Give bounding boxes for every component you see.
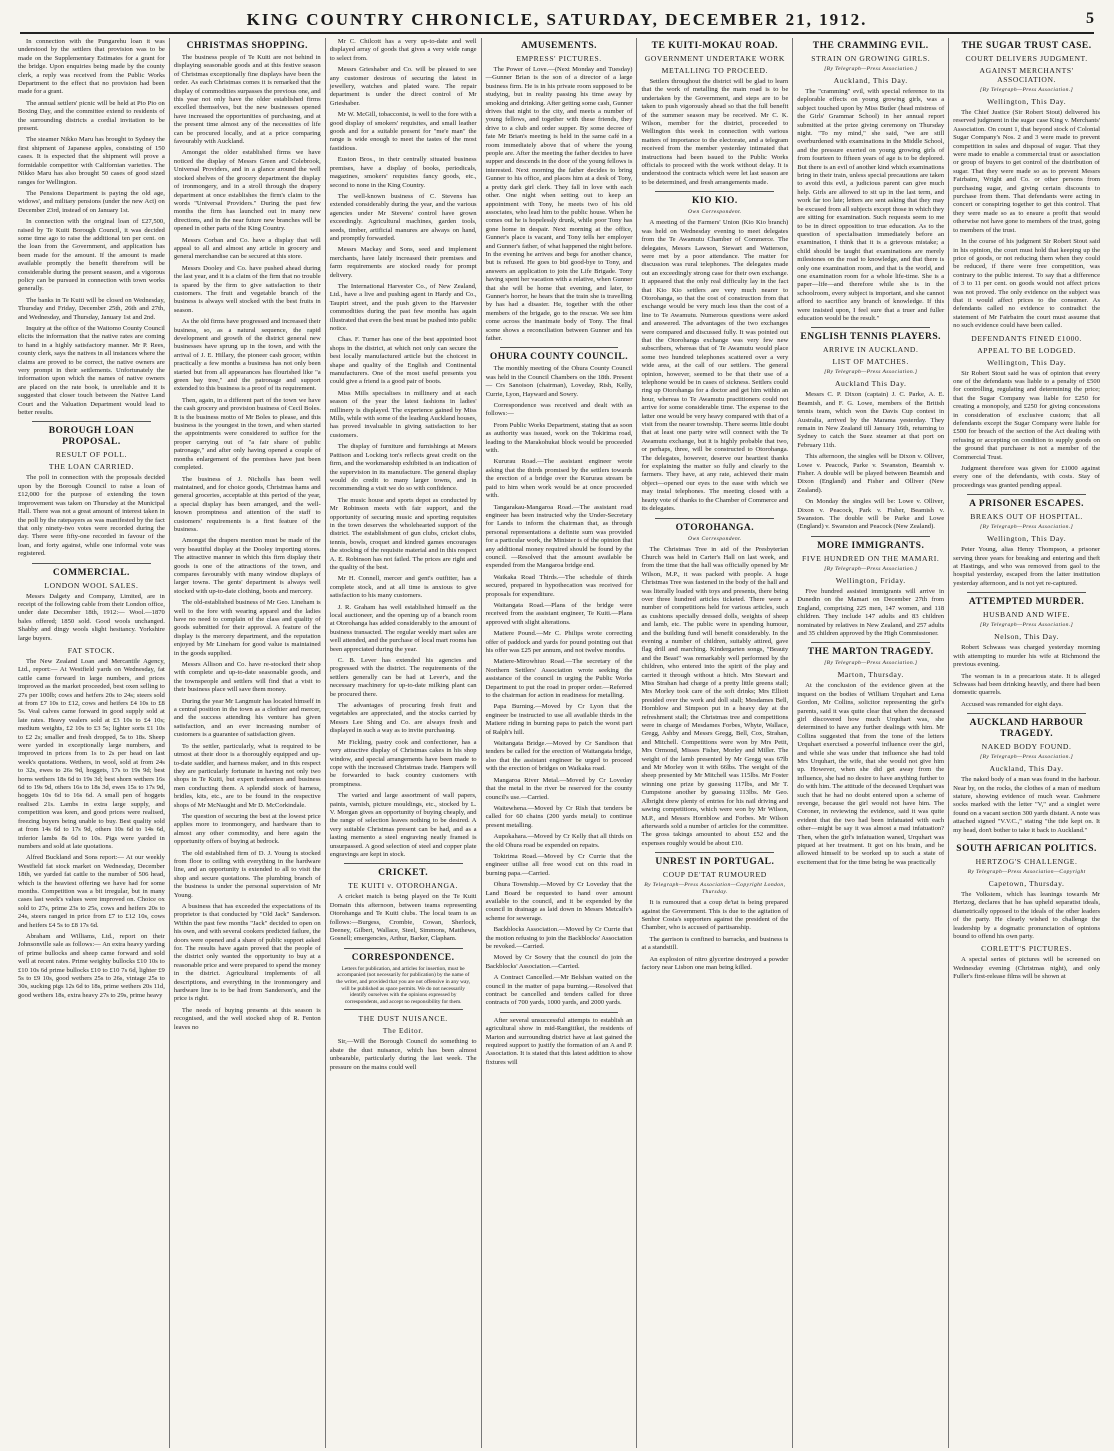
- paragraph: Waitangata Bridge.—Moved by Cr Sandison that tenders be called for the erection of Waitangata bridge, also that the assistant engineer be urged to proceed with the erection of bridges on Waikaka road.: [485, 740, 633, 773]
- headline-christmas-shopping: CHRISTMAS SHOPPING.: [186, 41, 308, 51]
- paragraph: The needs of buying presents at this season is recognised, and the well stocked shop of R. Fenton leaves no: [173, 1006, 321, 1031]
- paragraph: Settlers throughout the district will be glad to learn that the work of metalling the main road is to be undertaken by the Government, and steps are to be taken to push vigorously ahead so that the full benefit of the summer season may be received. Mr C. K. Wilson, member for the district, proceeded to Wellington this week in connection with various matters of importance to the electorate, and a telegram received from the member yesterday intimated that instructions had been issued to the Public Works officials to proceed with the work without delay. It is understood the contracts which were let last season are to be determined, and fresh arrangements made.: [641, 78, 789, 186]
- paragraph: Messrs C. P. Dixon (captain) J. C. Parke, A. E. Beamish, and F. G. Lowe, members of the British tennis team, which won the Davis Cup contest in Australia, arrived by the Marama yesterday. They remain in New Zealand till January 16th, returning to Sydney to catch the Suez steamer at that port on February 11th.: [797, 391, 945, 449]
- headline-english-tennis: ENGLISH TENNIS PLAYERS.: [800, 332, 942, 343]
- paragraph: Messrs Corban and Co. have a display that will appeal to all and almost any article in grocery and general merchandise can be secured at this store.: [173, 236, 321, 261]
- subhead: LIST OF MATCHES.: [832, 357, 909, 367]
- subhead: AGAINST MERCHANTS' ASSOCIATION.: [979, 66, 1074, 84]
- paragraph: Correspondence was received and dealt with as follows:—: [485, 402, 633, 418]
- divider: [811, 536, 930, 537]
- dateline: Wellington, This Day.: [986, 357, 1067, 367]
- divider: [344, 948, 463, 949]
- paragraph: Then, again, in a different part of the town we have the cash grocery and provision business of Cecil Boles. It is the business motto of Mr Boles to please, and this business is the youngest in the town, and when started the appointments were considered to suffice for the proper carrying out of "a fair share of public patronage," and after only having opened a couple of months enlargement of the premises have just been completed.: [173, 396, 321, 472]
- headline-attempted-murder: ATTEMPTED MURDER.: [968, 597, 1085, 608]
- divider: [32, 421, 151, 422]
- paragraph: The steamer Nikko Maru has brought to Sydney the first shipment of Japanese apples, consisting of 150 cases. It is expected that the shipment will prove a formidable competitor with Californian varieties. The Nikko Maru has also brought 50 cases of good sized ranges for Wellington.: [18, 136, 165, 186]
- divider: [811, 642, 930, 643]
- subhead: FIVE HUNDRED ON THE MAMARI.: [802, 553, 940, 563]
- paragraph: The naked body of a man was found in the harbour. Near by, on the rocks, the clothes of a man of medium stature, showing evidence of much wear. Cashmere socks marked with the letter "V," and a singlet were found on a vacant section 300 yards distant. A note was attached signed "V.V.C.," stating "the tide kept on. It my head, don't bother to take it back to Auckland.": [953, 776, 1101, 834]
- dateline: Wellington, Friday.: [835, 575, 906, 585]
- divider: [655, 518, 774, 519]
- paragraph: Tokirima Road.—Moved by Cr Currie that the engineer utilise all free wood cut on this road in burning papa.—Carried.: [485, 852, 633, 877]
- subhead: BREAKS OUT OF HOSPITAL.: [970, 512, 1083, 522]
- wire-credit: [By Telegraph—Press Association.]: [824, 660, 918, 667]
- divider: [967, 839, 1086, 840]
- column-6: [793, 38, 949, 1448]
- paragraph: The question of securing the best at the lowest price applies more to ironmongery, and hardware than to almost any other commodity, and here again the opportunity offers of buying at bedrock.: [173, 812, 321, 846]
- dateline: Capetown, Thursday.: [988, 878, 1065, 888]
- paragraph: As the old firms have progressed and increased their business, so, as a natural sequence, the rapid development and growth of the district general new businesses have sprung up in the town, and with the arrival of J. E. Hillary, the pioneer cash grocer, within practically a few months a business has not only been started but from all appearances has flourished like "a green bay tree," and the patronage and support extended to this business is a proof of its requirement.: [173, 318, 321, 393]
- subhead: EMPRESS' PICTURES.: [516, 54, 602, 63]
- paragraph: In connection with the Pungarehu loan it was understood by the settlers that provision was to be made on the Supplementary Estimates for a grant for the bridge. Upon enquiries being made by the county clerk, a reply was received from the Public Works Department to the effect that no provision had been made for a grant.: [18, 38, 165, 96]
- divider: [500, 1012, 619, 1013]
- paragraph: The old established firm of D. J. Young is stocked from floor to ceiling with everything in the hardware line, and an opportunity is extended to all to visit the shop and secure quotations. The plumbing branch of the business is under the personal supervision of Mr Young.: [173, 849, 321, 899]
- paragraph: Backblocks Association.—Moved by Cr Currie that the motion refusing to join the Backblocks' Association be revoked.—Carried.: [485, 926, 633, 950]
- wire-credit: [By Telegraph—Press Association.]: [979, 754, 1074, 761]
- dateline: Nelson, This Day.: [994, 632, 1059, 642]
- paragraph: Waitangata Road.—Plans of the bridge were received from the assistant engineer, Te Kuiti.—Plans approved with slight alterations.: [485, 601, 633, 626]
- paragraph: The annual settlers' picnic will be held at Pio Pio on Boxing Day, and the committee extend to residents of the surrounding districts a cordial invitation to be present.: [18, 99, 165, 133]
- paragraph: Matiere Pound.—Mr C. Philips wrote correcting offer of paddock and yards for pound pointing out that his offer was £25 per annum, and not twelve months.: [485, 630, 633, 654]
- paragraph: Messrs Mackay and Sons, seed and implement merchants, have lately increased their premises and farm requirements are stocked ready for prompt delivery.: [329, 246, 477, 279]
- paragraph: C. B. Lever has extended his agencies and progressed with the district. The requirements of the settlers generally can be had at Lever's, and the necessary machinery for up-to-date milking plant can be procured there.: [329, 657, 477, 698]
- paragraph: Sir,—Will the Borough Council do something to abate the dust nuisance, which has been almost unbearable, particularly during the last week. The pressure on the mains could well: [329, 1038, 477, 1071]
- wire-credit: [By Telegraph—Press Association.]: [979, 622, 1074, 629]
- wire-credit: [By Telegraph—Press Association.]: [824, 66, 918, 72]
- paragraph: Euston Bros., in their centrally situated business premises, have a display of books, periodicals, magazines, smokers' requisites fancy goods, etc., second to none in the King Country.: [329, 156, 477, 189]
- paragraph: Aupokahara.—Moved by Cr Kelly that all thirds on the old Ohura road be expended on repairs.: [485, 833, 633, 849]
- paragraph: Mr W. McGill, tobacconist, is well to the fore with a good display of smokers' requisites, and small leather goods and for a suitable present for "me'e man" the range is wide enough to meet the tastes of the most fastidious.: [329, 111, 477, 152]
- dateline: Auckland This Day.: [834, 379, 907, 389]
- wire-credit: [By Telegraph—Press Association.]: [824, 565, 918, 572]
- paragraph: Alfred Buckland and Sons report:— At our weekly Westfield fat stock market on Wednesday, December 18th, we yarded fat cattle to the number of 506 head, which is the heaviest offering we have had for some months. Competition was a bit irregular, but in many cases last week's values were improved on. Choice ox sold to 27s, prime 23s to 25s, cows and heifers 20s to 24s, steers ranged in price from £7 to £12 10s, cows and heifers £4 5s to £8 17s 6d.: [18, 854, 165, 929]
- paragraph: A business that has exceeded the expectations of its proprietor is that conducted by "Old Jack" Sanderson. Within the past few months "Jack" decided to open on his own, and with several cookers predicted failure, the doors were opened and a share of public support asked for. The results have again proved that the people of the district only wanted the opportunity to buy at a reasonable price and were prepared to spend the money in the district. Agricultural implements of all descriptions, and everything in the ironmongery and hardware line is to be had from Sanderson's, and the price is right.: [173, 903, 321, 1003]
- editorial-note: Letters for publication, and articles for insertion, must be accompanied (not necessarily for publication) by the name of the writer, and provided that you are not offensive in any way, will be published as space permits. We do not necessarily identify ourselves with the opinions expressed by correspondents, and accept no responsibility for them.: [336, 965, 471, 1005]
- paragraph: A meeting of the Farmers' Union (Kio Kio branch) was held on Wednesday evening to meet delegates from the Te Awamutu Chamber of Commerce. The delegates, Messrs Lawson, Stewart and Watterson, were met by a poor attendance. The matter for discussion was rural telephones. The delegates made out an exceedingly strong case for their own exchange. It appeared that the only real difficulty lay in the fact that Kio Kio settlers are very much nearer to Otorohanga, so that the cost of construction from that exchange would be very much less than the cost of a line to Te Awamutu. Numerous questions were asked and answered. The advantages of the two exchanges were compared and discussed fully. It was pointed out that the Otorohanga exchange was very few new subscribers, whereas that of Te Awamutu would place some two hundred telephones scattered over a very wide area, at the call of our settlers. The general opinion, however, seemed to be that their use of a telephone would be in cases of sickness. Settlers could ring up Otorohanga for a doctor and get him within an hour, whereas to Te Awamutu practitioners could not arrive for some considerable time. The expense to the latter one would be very heavy compared with that of a visit from the nearer township. There seems little doubt that at least one party wire will connect with the Te Awamutu exchange, but it is highly probable that two, or perhaps, three, will be constructed to Otorohanga. The delegates, however, deserve our heartiest thanks for explaining the matter so fully and clearly to the farmers. They have, at any rate, achieved their main object—opened our eyes to the ease with which we may instal telephones. The meeting closed with a hearty vote of thanks to the Chamber of Commerce and its delegates.: [641, 219, 789, 513]
- paragraph: The business people of Te Kuiti are not behind in displaying seasonable goods and at this festive season of Christmas exceptionally fine displays have been the order. As each Christmas comes it is remarked that the display of commodities surpasses the previous one, and this year not only have the older established firms excelled themselves, but the new businesses opened have increased the opportunities of purchasing, and at the present time almost any of the necessities of life can be procured locally, and at a price comparing favourably with Auckland.: [173, 54, 321, 146]
- paragraph: The International Harvester Co., of New Zealand, Ltd., have a live and pushing agent in Hardy and Co., Taupiri street, and the push given to the Harvester commodities during the past few months has again illustrated that even the best must be pushed into public notice.: [329, 282, 477, 332]
- column-3: [326, 38, 482, 1448]
- subhead: FAT STOCK.: [67, 645, 116, 655]
- divider: [811, 327, 930, 328]
- paragraph: A special series of pictures will be screened on Wednesday evening (Christmas night), and only Fuller's first-release films will be shown at: [953, 956, 1101, 981]
- column-1: [14, 38, 170, 1448]
- paragraph: It is rumoured that a coup de'tat is being prepared against the Government. This is due to the agitation of Senhor Costa's supporters against the president of the Chamber, who is accused of partisanship.: [641, 899, 789, 932]
- paragraph: The advantages of procuring fresh fruit and vegetables are appreciated, and the stocks carried by Messrs Lee Shing and Co. are always fresh and displayed in such a way as to invite purchasing.: [329, 702, 477, 735]
- subhead: LONDON WOOL SALES.: [44, 580, 139, 590]
- paragraph: Mr Fickling, pastry cook and confectioner, has a very attractive display of Christmas cakes in his shop window, and special arrangements have been made to cope with the increased Christmas trade. Hampers will be forwarded to back country customers with promptness.: [329, 738, 477, 788]
- paragraph: Tangarakau-Mangaroa Road.—The assistant road engineer has been instructed why the Under-Secretary for Lands to inform the chairman that, as through personal representations a definite sum was provided for a particular work, the Minister is of the opinion that any additional money required should be found by the council. —Resolved that the amount available be expended from the Mangaroa bridge end.: [485, 503, 633, 570]
- paragraph: The display of furniture and furnishings at Messrs Pattison and Locking ton's reflects great credit on the firm, and the workmanship exhibited is an indication of the supervision in its manufacture. The general display would do credit to many larger towns, and in recommending a visit we do so with confidence.: [329, 443, 477, 493]
- masthead: [20, 8, 1094, 34]
- paragraph: On Monday the singles will be: Lowe v. Olliver, Dixon v. Peacock, Park v. Fisher, Beamish v. Swanston. The double will be Parke and Lowe (England) v. Swanston and Peacock (New Zealand).: [797, 498, 945, 531]
- paragraph: The Pensions Department is paying the old age, widows', and military pensions (under the new Act) on December 23rd, instead of on January 1st.: [18, 189, 165, 214]
- paragraph: Waitewhena.—Moved by Cr Rish that tenders be called for 60 chains (200 yards metal) to continue present metalling.: [485, 804, 633, 829]
- paragraph: During the year Mr Langmuir has located himself in a central position in the town as a clothier and mercer, and the success attending his venture has given satisfaction, and an ever increasing number of customers is a guarantee of satisfaction given.: [173, 697, 321, 739]
- dateline: Wellington, This Day.: [986, 97, 1067, 106]
- paragraph: The "cramming" evil, with special reference to its deplorable effects on young growing girls, was a subject touched upon by Miss Butler (head mistress of the Girls' Grammar School) in her annual report submitted at the prize giving ceremony on Thursday night. "To my mind," she said, "we are still overburdened with examinations in the Middle School, and the pressure exerted on young growing girls of from fourteen to fifteen years of age is to be deplored. But there is an evil of another kind which examinations bring in their train, unless special precautions are taken to avoid this evil, a judicious parent can give much help. Girls are allowed to sit up in the last term, and work far too late; letters are sent asking that they may be excused from all subjects except those in which they are sitting for examination. Such requests seem to me to be in direct opposition to true education. As to the question of specialisation immediately before an examination, I think that it is a grievous mistake; a child should be taught that examinations are merely milestones on the road to knowledge, and that there is only one examination room, and that is the world, and one examination room for a whole life-time. She is a paper—life—and therefore while she is in the schoolroom, every subject is important, and she cannot afford to sacrifice any branch of knowledge. If this were insisted upon, I feel sure that a truer and fuller education would be the result.": [797, 88, 945, 322]
- wire-credit: [By Telegraph—Press Association.]: [824, 369, 918, 376]
- headline-correspondence: CORRESPONDENCE.: [351, 952, 455, 963]
- paragraph: The Chief Justice (Sir Robert Stout) delivered his reserved judgment in the sugar case King v. Merchants' Association. On count 1, that beyond stock of Colonial Sugar Company's Nos. 2 and 3 were made to prevent competition in sales and disposal of sugar. That they were made to enable a commercial trust or association or group of buyers to get control of the distribution of sugar. That they were made so as to prevent Messrs Fairbairn, Wright and Co. or other persons from purchasing sugar, and giving certain discounts to purchase from them. That defendants were acting in concert or conspiring together to get this control. That they were made so as to ensure a profit that would otherwise not have gone to members of the trust, going to members of the trust.: [953, 109, 1101, 234]
- paragraph: The banks in Te Kuiti will be closed on Wednesday, Thursday and Friday, December 25th, 26th and 27th, and Wednesday, and Thursday, January 1st and 2nd.: [18, 296, 165, 321]
- headline-harbour-tragedy: AUCKLAND HARBOUR TRAGEDY.: [969, 718, 1084, 740]
- paragraph: A cricket match is being played on the Te Kuiti Domain this afternoon, between teams representing Otorohanga and Te Kuiti clubs. The local team is as follows:—Burgess, Crombie, Cowan, Sherlock, Deeney, Gilbert, Wallace, Steel, Simmons, Matthews, Gosnell; emergencies, Arthur, Barker, Clapham.: [329, 893, 477, 943]
- paragraph: Inquiry at the office of the Waitomo County Council elicits the information that the native rates are coming to hand in a highly satisfactory manner. Mr P. Rees, county clerk, says the natives in all instances where the claims are proved to be correct, the native owners are very prompt in their settlements. Unfortunately the information upon which the names of native owners are placed on the rate book, is unreliable and it is suggested that closer touch between the Native Land Court and the Valuation Department would lead to better results.: [18, 325, 165, 417]
- paragraph: From Public Works Department, stating that as soon as authority was issued, work on the Tokirima road, leading to the Marakohukai block would be proceeded with.: [485, 421, 633, 455]
- paragraph: The garrison is confined to barracks, and business is at a standstill.: [641, 935, 789, 952]
- headline-commercial: COMMERCIAL.: [52, 567, 130, 578]
- paragraph: Abraham and Williams, Ltd., report on their Johnsonville sale as follows:— An extra heavy yarding of prime bullocks and sheep came forward and sold well at recent rates. Prime weighty bullocks £10 10s to £10 10s 6d prime bullocks £10 to £10 7s 6d, lighter £9 5s to £9 10s, good wethers 25s to 26s, vintage 25s to 30s, sucking pigs 12s 6d to 18s, prime wethers 20s 11d, good wethers 18s, extra heavy 27s to 29s, prime heavy: [18, 932, 165, 999]
- subhead: HUSBAND AND WIFE.: [983, 610, 1071, 620]
- paragraph: In the course of his judgment Sir Robert Stout said in his opinion, the court must hold that keeping up the price of goods, or not reducing them when they could be reduced, if there were free competition, was contrary to the public interest. To say that a difference of 3 to 11 per cent. on goods would not affect prices was not proved. The only evidence on the subject was that it would affect prices to the consumer. As defendants called no evidence to contradict the statement of Mr Fairbairn the court must assume that no such evidence could have been called.: [953, 238, 1101, 330]
- paragraph: The Power of Love.—(Next Monday and Tuesday)—Gunner Brian is the son of a director of a large business firm. He is in his private room supposed to be studying, but in reality passing his time away by smoking and drinking. After getting some cash, Gunner drives that night to the city, and meets a number of young fellows, and together with these friends, they drive to a club and order supper. By some decree of fate Mr Brian's meeting is held in the same café in a room immediately above that of where the young people are. After the meeting the father decides to have supper and descends in the door of the young fellows is interested. Next morning the father decides to bring Gunner to his office, and places him at a desk of Tony, a pretty dark girl clerk. They fall in love with each other. One night when setting out to keep an appointment with Tony, he meets two of his old associates, who lead him to the public house. When he comes out he is hopelessly drunk, while poor Tony has gone home in despair. Next morning at the office, Gunner's place is vacant, and Tony tells her employer and Gunner's father, of what happened the night before. In the evening he arrives and begs for another chance, but is refused. He goes to bid good-bye to Tony, and answers an application to join the Life Brigade. Tony having spent her vacation with a relative, when Gunner that she will be home that evening, and later, to Gunner's horror, he hears that the train she is travelling by has had a disaster. He, together with the other members of the brigade, go to the rescue. We see him come across the inanimate body of Tony. The final scene shows a reconciliation between Gunner and his father.: [485, 66, 633, 342]
- byline: Own Correspondent.: [687, 209, 742, 216]
- paragraph: J. R. Graham has well established himself as the local auctioneer, and the opening up of a branch room at Otorohanga has added considerably to the amount of business transacted. The regular weekly mart sales are well attended, and the purchase of local mart rooms has been appreciated during the year.: [329, 603, 477, 653]
- subhead: THE LOAN CARRIED.: [48, 462, 134, 472]
- dateline: Marton, Thursday.: [837, 670, 904, 680]
- paragraph: Robert Schwass was charged yesterday morning with attempting to murder his wife at Richmond the previous evening.: [953, 644, 1101, 669]
- paragraph: This afternoon, the singles will be Dixon v. Olliver, Lowe v. Peacock, Parke v. Swanston, Beamish v. Fisher. A double will be played between Beamish and Dixon (England) and Fisher and Olliver (New Zealand).: [797, 453, 945, 494]
- headline-borough-loan: BOROUGH LOAN PROPOSAL.: [48, 426, 135, 448]
- wire-credit: [By Telegraph—Press Association.]: [979, 524, 1074, 531]
- divider: [967, 592, 1086, 593]
- headline-cramming-evil: THE CRAMMING EVIL.: [812, 41, 929, 51]
- paragraph: Moved by Cr Sowry that the council do join the Backblocks' Association.—Carried.: [485, 954, 633, 970]
- masthead-title: KING COUNTRY CHRONICLE, SATURDAY, DECEMBER 21, 1912.: [246, 10, 868, 29]
- paragraph: Amongst the drapers mention must be made of the very beautiful display at the Dooley importing stores. The attractive manner in which this firm display their goods is one of the attractions of the town, and compares favourably with many window displays of larger towns. The gents' department is always well stocked with up-to-date clothing, boots and mercery.: [173, 537, 321, 595]
- paragraph: The well-known business of C. Stevens has extended considerably during the year, and the various agencies under Mr Stevens' control have grown exceedingly. Agricultural machines, garden tools, seeds, timber, artificial manures are always on hand, and promptly forwarded.: [329, 192, 477, 242]
- divider: [32, 563, 151, 564]
- paragraph: Sir Robert Stout said he was of opinion that every one of the defendants was liable to a penalty of £500 for controlling, regulating and determining the price; that the Sugar Company was liable for £250 for creating a monopoly, and £250 for giving concessions in consideration of exclusive custom; that all defendants except the Sugar Company were liable for £500 for breach of the section of the Act dealing with refusing or accepting on condition to supply goods on the ground that purchaser is not a member of the Commercial Trust.: [953, 369, 1101, 461]
- column-4: [482, 38, 638, 1448]
- paragraph: Peter Young, alias Henry Thompson, a prisoner serving three years for breaking and entering and theft at Hastings, and who was removed from gaol to the hospital yesterday, escaped from the latter institution yesterday afternoon, and is not yet re-captured.: [953, 546, 1101, 587]
- headline-prisoner-escapes: A PRISONER ESCAPES.: [969, 499, 1084, 510]
- divider: [344, 1009, 463, 1010]
- subhead: METALLING TO PROCEED.: [661, 66, 769, 75]
- paragraph: The monthly meeting of the Ohura County Council was held in the Council Chambers on the 18th. Present— Crs Sanoison (chairman), Loveday, Rish, Kelly, Currie, Lyon, Hayward and Sowry.: [485, 365, 633, 398]
- paragraph: The business of J. Nicholls has been well maintained, and for choice goods, Christmas hams and general groceries, acceptable at this period of the year, a special display has been arranged, and the well-known promptness and attention of the staff to customers' requirements is a first feature of the business.: [173, 475, 321, 533]
- subhead: THE DUST NUISANCE.: [358, 1014, 448, 1024]
- paragraph: An explosion of nitro glycerine destroyed a powder factory near Lisbon one man being killed.: [641, 955, 789, 971]
- dateline: Auckland, This Day.: [833, 76, 908, 85]
- subhead: GOVERNMENT UNDERTAKE WORK: [644, 54, 785, 63]
- paragraph: Messrs Dooley and Co. have pushed ahead during the last year, and it is a claim of the firm that no trouble is spared by the firm to give satisfaction to their customers. The fruit and vegetable branch of the business is always well stocked with the best fruits in season.: [173, 264, 321, 314]
- paragraph: Mr H. Connell, mercer and gent's outfitter, has a complete stock, and at all time is anxious to give satisfaction to his many customers.: [329, 575, 477, 600]
- paragraph: The music house and sports depot as conducted by Mr Robinson meets with fair support, and the opportunity of securing music and sporting requisites in the town deserves the wholehearted support of the district. The establishment of gun clubs, cricket clubs, tennis, bowls, croquet and kindred games encourages the stocking of the requisite material and in this respect A. E. Robinson has not failed. The prices are right and the quality of the best.: [329, 496, 477, 571]
- subhead: NAKED BODY FOUND.: [981, 742, 1072, 752]
- dateline: Auckland, This Day.: [989, 764, 1064, 774]
- subhead: ARRIVE IN AUCKLAND.: [822, 345, 919, 355]
- column-5: [637, 38, 793, 1448]
- paragraph: Papa Burning.—Moved by Cr Lyon that the engineer be instructed to use all available thirds in the Matiere riding in burning papa to patch the worst part of Ralph's hill.: [485, 703, 633, 736]
- page-number: 5: [1086, 10, 1094, 27]
- headline-sugar-trust: THE SUGAR TRUST CASE.: [961, 41, 1092, 51]
- paragraph: The New Zealand Loan and Mercantile Agency, Ltd., report:— At Westfield yards on Wednesday, fat cattle came forward in large numbers, and prices improved as the market proceeded, best oxen selling to 27s per 100lb; cows and heifers 20s to 24s; steers sold at from £7 10s to £12, cows and heifers £4 10s to £8 5s. Veal calves came forward in good supply sold at late rates. Heavy vealers sold at £3 10s to £4 10s; medium weights, £2 10s to £3 5s; lighter sorts £1 10s to £2 2s; smaller and fresh dropped, 5s to 18s. Sheep were yarded in exceptionally large numbers, and improved in prices from 1s to 2s per head on last week's quotations. Wethers, in wool, sold at from 24s to 32s, ewes to 26s 9d, hoggets, 17s to 19s 9d; best horns wethers 18s 6d to 19s 3d; best shorn wethers 16s 6d to 19s 9d, others 16s to 18s 3d, ewes 15s to 17s 9d, hoggets 10s 6d to 16s 6d. A small pen of hoggets realised 21s. Lambs in extra large supply, and competition was keen, and good prices were realised, freezing buyers being unable to buy. Best quality sold at from 14s 6d to 17s 9d, others 10s 6d to 14s 6d, inferior lambs 8s 6d to 10s. Pigs were yarded in numbers and sold at late quotations.: [18, 657, 165, 850]
- headline-cricket: CRICKET.: [378, 868, 429, 879]
- subhead: CORLETT'S PICTURES.: [981, 944, 1072, 954]
- paragraph: Accused was remanded for eight days.: [961, 700, 1063, 708]
- headline-unrest-portugal: UNREST IN PORTUGAL.: [655, 857, 775, 868]
- paragraph: Matiere-Mirowhiuo Road.—The secretary of the Northern Settlers' Association wrote seeking the assistance of the council in urging the Public Works Department to put the road in proper order.—Referred to the chairman for action in readiness for metalling.: [485, 658, 633, 700]
- subhead: STRAIN ON GROWING GIRLS.: [811, 54, 931, 63]
- paragraph: After several unsuccessful attempts to establish an agricultural show in mid-Rangitikei, the residents of Marton and surrounding district have at last gained the required support to justify the formation of an A and P. Association. It is stated that this latest addition to show fixtures will: [485, 1016, 633, 1066]
- paragraph: The woman is in a precarious state. It is alleged Schwass had been drinking heavily, and there had been domestic quarrels.: [953, 672, 1101, 697]
- paragraph: Messrs Allison and Co. have re-stocked their shop with complete and up-to-date seasonable goods, and the townspeople and settlers will find that a visit to their business place will save them money.: [173, 661, 321, 694]
- paragraph: Five hundred assisted immigrants will arrive in Dunedin on the Mamari on December 27th from England, comprising 225 men, 147 women, and 118 children. They include 147 adults and 83 children nominated by relatives in New Zealand, and 257 adults and 35 children approved by the High Commissioner.: [797, 587, 945, 637]
- divider: [500, 347, 619, 348]
- paragraph: At the conclusion of the evidence given at the inquest on the bodies of William Urquhart and Lena Gordon, Mr Collins, solicitor representing the girl's parents, said it was quite clear that when the deceased girl discovered how much Urquhart was, she determined to have any further dealings with him. Mr Collins suggested that from the tone of the letters Urquhart exercised a powerful influence over the girl, and while she was under that influence she had told Mrs Urquhart, the wife, that she would not give him up. However, when she did get away from the influence, she had no desire to have anything further to do with him. The attitude of the deceased Urquhart was such that he had no doubt entered upon a scheme of revenge, because the girl would not have him. The Coroner, in reviewing the evidence, said it was quite evident that the two had been infatuated with each other—might be say it was almost a mad infatuation? Then, when the girl's infatuation waned, Urquhart was piqued at her treatment. It got on his brain, and he allowed himself to be worked up to such a state of excitement that for the time being he was practically: [797, 682, 945, 866]
- divider: [967, 494, 1086, 495]
- paragraph: Waikaka Road Thirds.—The schedule of thirds secured, prepared in hypothecation was received for proposals for expenditure.: [485, 573, 633, 598]
- paragraph: Messrs Dalgety and Company, Limited, are in receipt of the following cable from their London office, under date December 18th, 1912:— Wool.—1870 bales offered; 1850 sold. Good wools unchanged. Shabby and dingy wools slight hesitancy. Yorkshire large buyers.: [18, 592, 165, 642]
- subhead: TE KUITI v. OTOROHANGA.: [348, 881, 459, 891]
- column-7: [949, 38, 1104, 1448]
- paragraph: Amongst the older established firms we have noticed the display of Messrs Green and Colebrook, Universal Providers, and in a glance around the well stocked shelves of the grocery department the display of ironmongery, and in a stroll through the drapery department at once establishes the firm's claim to the words "Universal Providers." During the past few months the firm has launched out in many new directions, and in the near future new branches will be opened in other parts of the King Country.: [173, 149, 321, 233]
- paragraph: Messrs Grieshaber and Co. will be pleased to see any customer desirous of securing the latest in jewellery, watches and plated ware. The repair department is under the direct control of Mr Grieshaber.: [329, 66, 477, 107]
- divider: [967, 713, 1086, 714]
- paragraph: Kururau Road.—The assistant engineer wrote asking that the thirds promised by the settlers towards the erection of a bridge over the Kururau stream be paid to him when work would be at once proceeded with.: [485, 458, 633, 500]
- headline-south-african-politics: SOUTH AFRICAN POLITICS.: [956, 843, 1097, 854]
- subhead: DEFENDANTS FINED £1000.: [971, 333, 1082, 343]
- headline-otorohanga: OTOROHANGA.: [675, 522, 755, 533]
- divider: [655, 852, 774, 853]
- paragraph: The varied and large assortment of wall papers, paints, varnish, picture mouldings, etc., stocked by L. V. Morgan gives an opportunity of buying cheaply, and the range of selection leaves nothing to be desired. A very suitable Christmas present can be had, and as a lasting memento a steel engraving neatly framed is unsurpassed. A good selection of steel and copper plate engravings are kept in stock.: [329, 792, 477, 858]
- columns: [14, 38, 1104, 1448]
- wire-credit: [By Telegraph—Press Association.]: [979, 87, 1074, 93]
- subhead: COURT DELIVERS JUDGMENT.: [965, 54, 1088, 63]
- headline-marton-tragedy: THE MARTON TRAGEDY.: [807, 647, 934, 658]
- column-2: [170, 38, 326, 1448]
- paragraph: Mangaroa River Metal.—Moved by Cr Loveday that the metal in the river be reserved for the county council's use.—Carried.: [485, 776, 633, 801]
- paragraph: The Christmas Tree in aid of the Presbyterian Church was held in Carter's Hall on last week, and from the time that the hall was officially opened by Mr Wilson, M.P., it was packed with people. A huge Christmas Tree was fastened in the body of the hall and was literally loaded with toys and presents, there being over three hundred articles ticketed. There were a number of competitions held for various articles, such as cushions specially dressed dolls, weights of sheep and lamb, etc. The public were in spending humour, and the building fund will benefit considerably. In the evening a number of children, suitably attired, gave flag drill and marching. Kindergarten songs, "Beauty and the Beast" was remarkably well performed by the children, who entered into the spirit of the play and carried it through without a hitch. Mrs Stewart and Miss Strahan had charge of a pretty little greens stall; Mrs Morley took care of the soft drinks; Mrs Elliott presided over the work and doll stall; Mesdames Bell, Hornblow and Simpson put in a heavy day at the refreshment stall; the Christmas tree and competitions were in charge of Mesdames Forbes, Whyte, Wallace, Gregg, Ashby and Messrs Gregg, Bell, Cox, Strahan, and Mitchell. Competitions were won by Mrs Petit, Mrs Ormond, Misses Fisher, Morley and Miller. The weight of the lamb presented by Mr Gregg was 67lb and Mr Morley won it with 66lbs. The weight of the sheep presented by Mr Mitchell was 115lbs. Mr Foster winning one prize by guessing 117lbs, and Mr T. Cumpstone another by guessing 113lbs. Mr Geo. Albright drew plenty of entries for his nail driving and sawing competitions, which were won by Mr Wilson, M.P., and Messrs Hornblow and Forbes. Mr Wilson afterwards sold a number of articles for the committee. The gross takings amounted to about £52 and the expenses roughly would be about £10.: [641, 545, 789, 847]
- wire-credit: By Telegraph—Press Association—Copyright London, Thursday.: [644, 882, 786, 896]
- salutation: The Editor.: [382, 1026, 424, 1036]
- paragraph: The old-established business of Mr Geo. Lineham is well to the fore with wearing apparel and the ladies have no need to complain of the class and quality of goods submitted for their approval. A feature of the display is the mercery department, and the reputation enjoyed by Mr Lineham for good value is maintained in the goods supplied.: [173, 599, 321, 657]
- paragraph: In connection with the original loan of £27,500, raised by Te Kuiti Borough Council, it was decided some time ago to raise the additional ten per cent. on the loan from the Government, and application has been made for the amount. If the amount is made available promptly the benefit therefrom will be considerable during the present season, and a vigorous policy can be pursued in connection with town works generally.: [18, 218, 165, 293]
- paragraph: The poll in connection with the proposals decided upon by the Borough Council to raise a loan of £12,000 for the purpose of extending the town improvement was taken on Thursday at the Municipal Hall. There was not a great amount of interest taken in the poll by the ratepayers as was manifested by the fact that only ninety-two votes were recorded during the day. There were fifty-one recorded in favour of the loan, and forty against, while one informal vote was registered.: [18, 474, 165, 558]
- subhead: RESULT OF POLL.: [55, 450, 128, 460]
- headline-ohura-council: OHURA COUNTY COUNCIL.: [489, 352, 629, 363]
- divider: [344, 863, 463, 864]
- paragraph: Miss Mills specialises in millinery and at each season of the year the latest fashions in ladies' millinery is displayed. The experience gained by Miss Mills, while with some of the leading Auckland houses, has proved invaluable in giving satisfaction to her customers.: [329, 389, 477, 439]
- subhead: HERTZOG'S CHALLENGE.: [975, 856, 1078, 866]
- paragraph: Chas. F. Turner has one of the best appointed boot shops in the district, at which not only can secure the best locally manufactured article but the choicest in shape and quality of the English and Continental manufacturers. One of the most useful presents you could give a friend is a good pair of boots.: [329, 336, 477, 386]
- headline-kio-kio: KIO KIO.: [692, 196, 738, 207]
- subhead: COUP DE'TAT RUMOURED: [662, 870, 767, 880]
- paragraph: The Volkstem, which has leanings towards Mr Hertzog, declares that he has upheld separatist ideals, diametrically opposed to the ideals of the other leaders of the party. He clearly wished to challenge the leadership by a dogmatic pronunciation of opinions bound to offend his own party.: [953, 890, 1101, 940]
- paragraph: To the settler, particularly, what is required to be utmost at their door is a thoroughly equipped and up-to-date saddler, and harness maker, and in this respect they are particularly fortunate in having not only two shops in Te Kuiti, but expert tradesmen and business men conducting them. A splendid stock of harness, bridles, kits, etc., are to be found in the respective shops of Mr McNaught and Mr D. McCorkindale.: [173, 742, 321, 809]
- divider: [655, 191, 774, 192]
- headline-more-immigrants: MORE IMMIGRANTS.: [817, 540, 925, 551]
- dateline: Wellington, This Day.: [986, 534, 1067, 544]
- paragraph: Mr C. Chilcott has a very up-to-date and well displayed array of goods that gives a very wide range to select from.: [329, 38, 477, 62]
- paragraph: Judgment therefore was given for £1000 against every one of the defendants, with costs. Stay of proceedings was granted pending appeal.: [953, 465, 1101, 489]
- subhead: APPEAL TO BE LODGED.: [977, 345, 1076, 355]
- byline: Own Correspondent.: [687, 535, 742, 542]
- wire-credit: By Telegraph—Press Association—Copyright: [967, 868, 1086, 875]
- paragraph: Ohura Township.—Moved by Cr Loveday that the Land Board be requested to hand over amount available to the council, and it be expended by the council in drainage as laid down in Messrs Metcalfe's scheme for sewerage.: [485, 881, 633, 922]
- headline-amusements: AMUSEMENTS.: [521, 41, 597, 51]
- headline-tekuiti-mokau-road: TE KUITI-MOKAU ROAD.: [651, 41, 779, 51]
- paragraph: A Contract Cancelled.—Mr Belshan waited on the council in the matter of papa burning.—Resolved that contract be cancelled and tenders called for three contracts of 700 yards, 1000 yards, and 2000 yards.: [485, 974, 633, 1007]
